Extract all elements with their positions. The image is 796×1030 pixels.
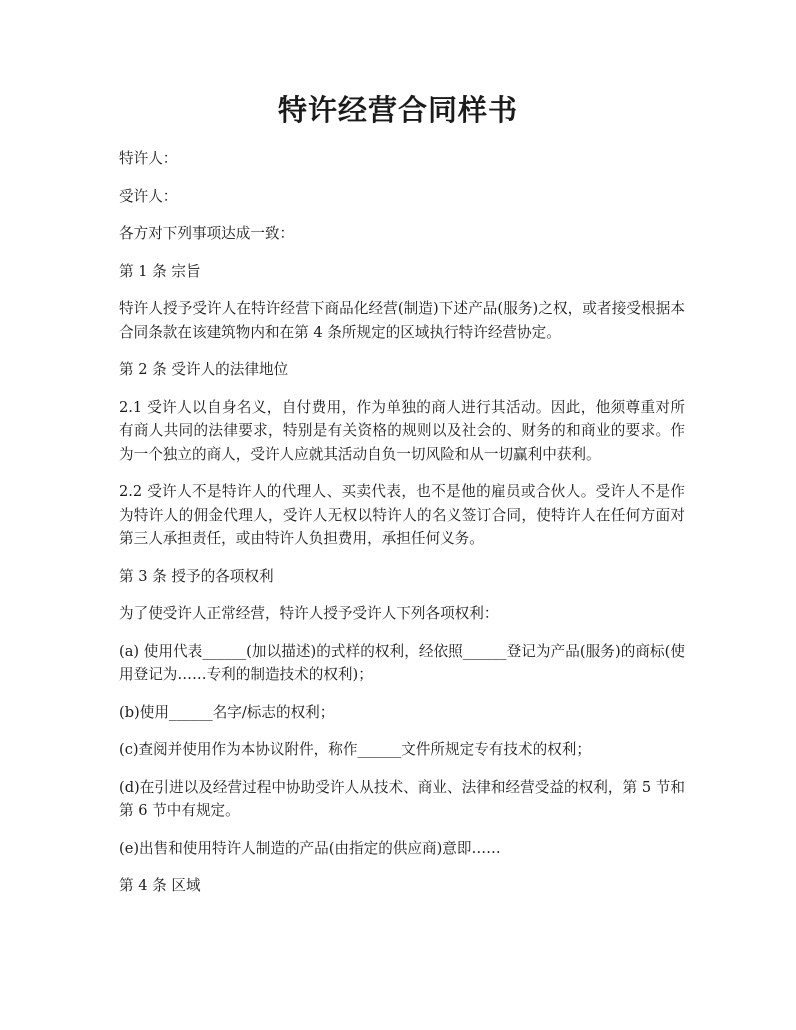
article-3-intro: 为了使受许人正常经营，特许人授予受许人下列各项权利：	[119, 605, 499, 622]
article-3-item-b: (b)使用______名字/标志的权利；	[119, 703, 335, 721]
article-3-heading: 第 3 条 授予的各项权利	[119, 567, 274, 585]
article-1-text: 特许人授予受许人在特许经营下商品化经营(制造)下述产品(服务)之权，或者接受根据本合同条款在该建筑物内和在第 4 条所规定的区域执行特许经营协定。	[119, 300, 685, 341]
licensee-line: 受许人：	[119, 187, 178, 205]
article-3-item-e: (e)出售和使用特许人制造的产品(由指定的供应商)意即……	[119, 839, 501, 857]
article-2-heading: 第 2 条 受许人的法律地位	[119, 361, 289, 378]
article-4-heading: 第 4 条 区域	[119, 877, 201, 894]
article-1-heading: 第 1 条 宗旨	[119, 262, 201, 280]
licensor-line: 特许人：	[119, 150, 178, 167]
article-3-item-a: (a) 使用代表______(加以描述)的式样的权利，经依照______登记为产品(服务)的商标(使用登记为……专利的制造技术的权利)；	[119, 642, 685, 683]
document-body	[119, 147, 685, 912]
article-2-2-text: 2.2 受许人不是特许人的代理人、买卖代表，也不是他的雇员或合伙人。受许人不是作为特许人的佣金代理人，受许人无权以特许人的名义签订合同，使特许人在任何方面对第三人承担责任，或由特许人负担费用，承担任何义务。	[119, 483, 685, 547]
article-3-item-c: (c)查阅并使用作为本协议附件，称作______文件所规定专有技术的权利；	[119, 741, 591, 758]
agreement-intro: 各方对下列事项达成一致：	[119, 225, 295, 242]
article-2-1-text: 2.1 受许人以自身名义，自付费用，作为单独的商人进行其活动。因此，他须尊重对所有商人共同的法律要求，特别是有关资格的规则以及社会的、财务的和商业的要求。作为一个独立的商人，受许人应就其活动自负一切风险和从一切赢利中获利。	[119, 398, 685, 463]
document-title: 特许经营合同样书	[277, 93, 518, 127]
article-3-item-d: (d)在引进以及经营过程中协助受许人从技术、商业、法律和经营受益的权利，第 5 节和第 6 节中有规定。	[119, 778, 685, 819]
